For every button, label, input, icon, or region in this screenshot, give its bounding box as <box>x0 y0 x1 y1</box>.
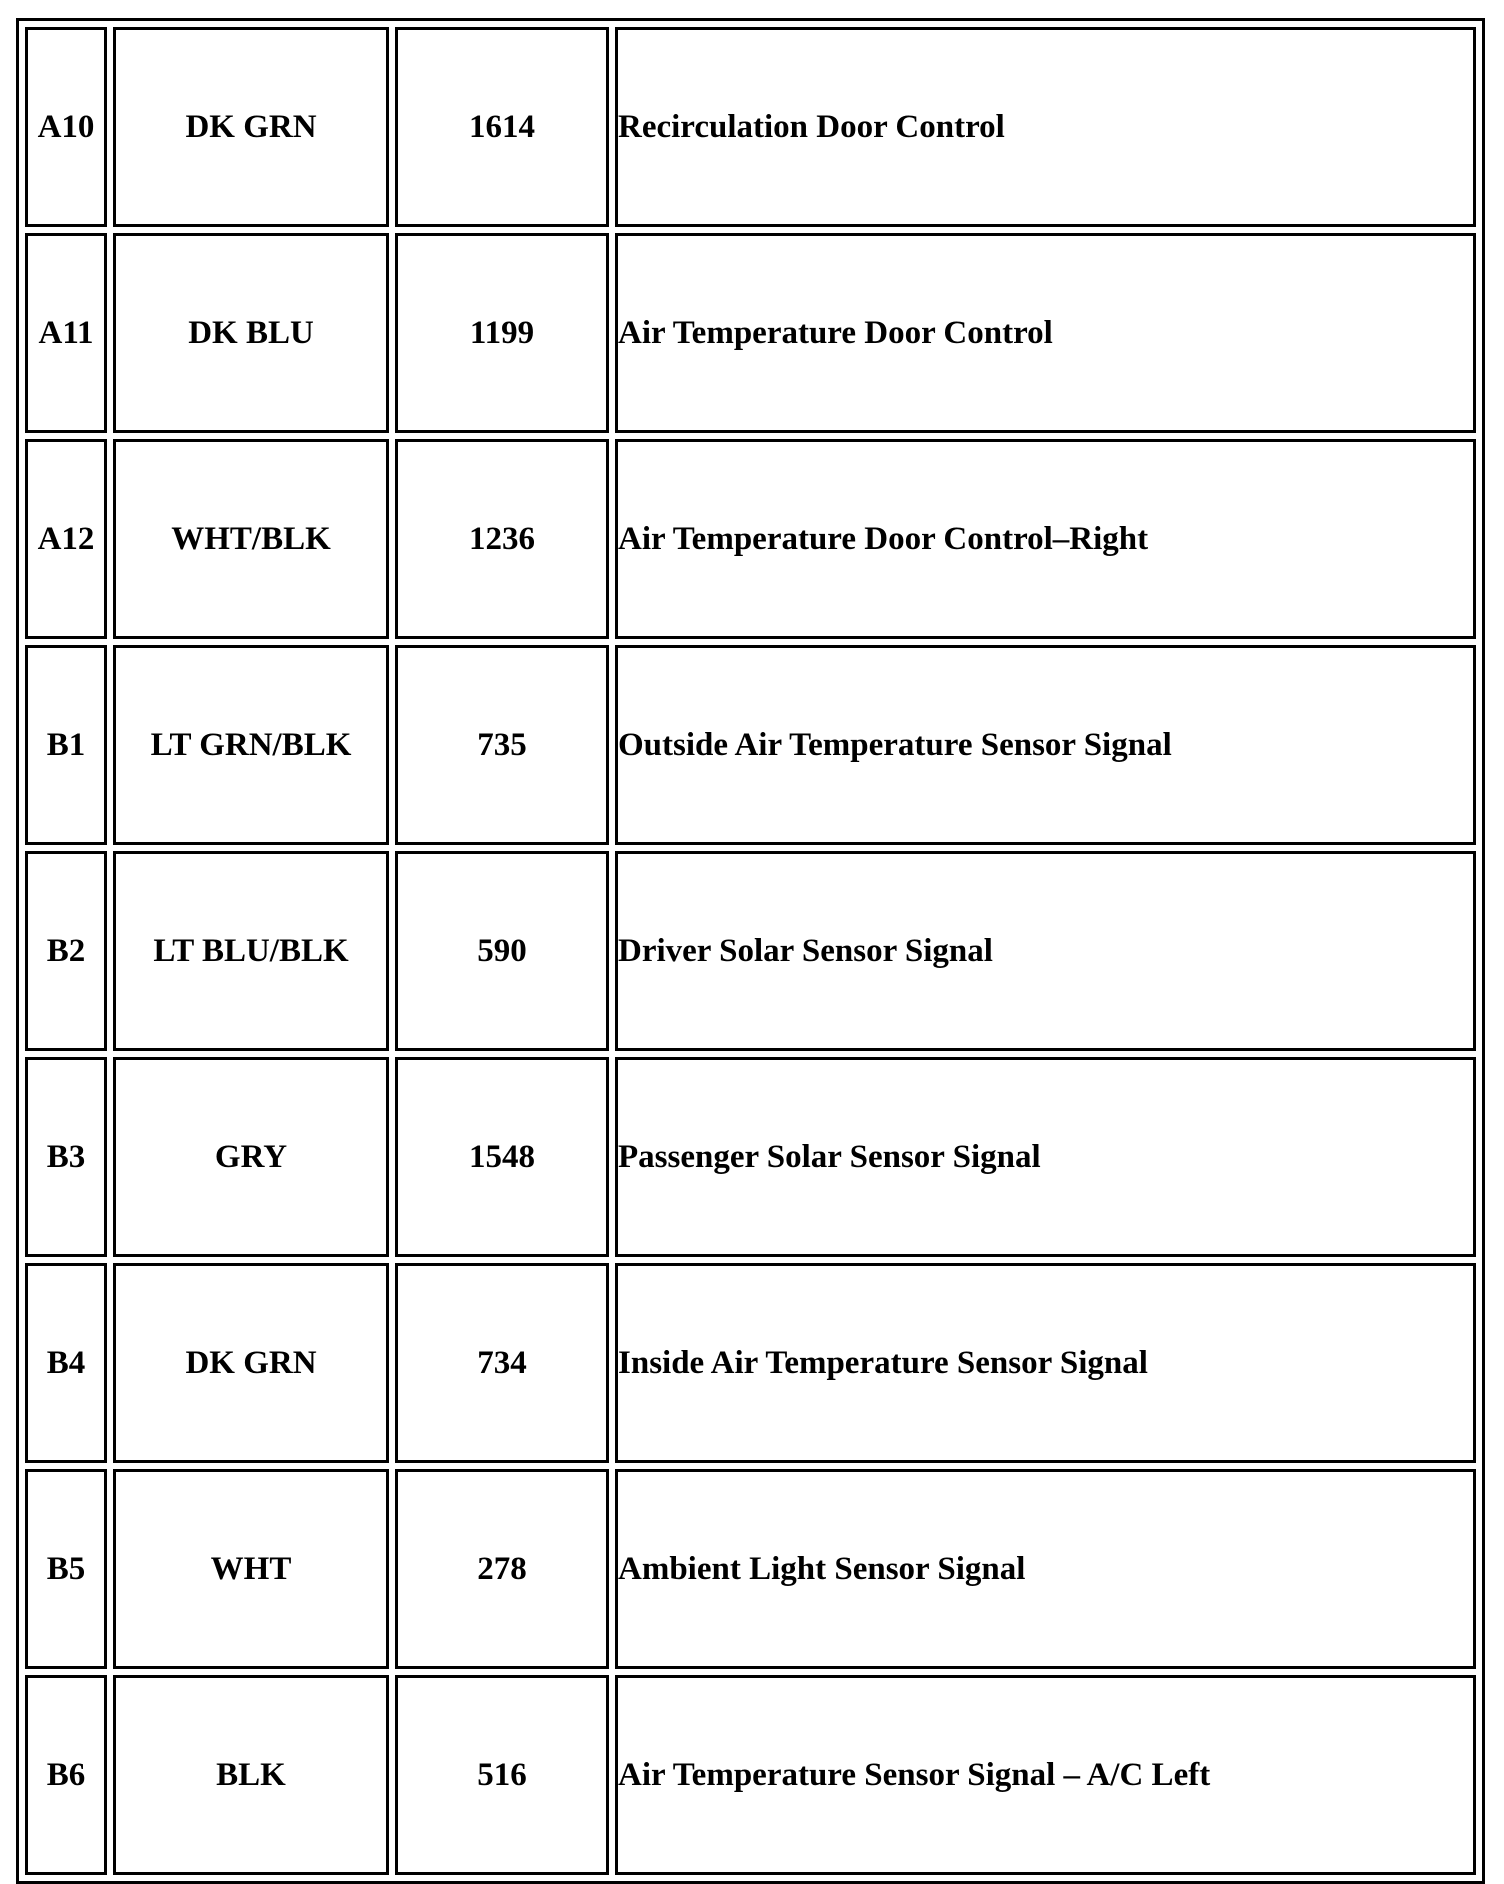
wire-color-cell: BLK <box>113 1675 389 1875</box>
circuit-number-cell: 1199 <box>395 233 609 433</box>
pin-cell: A12 <box>25 439 107 639</box>
wire-color-cell: LT GRN/BLK <box>113 645 389 845</box>
function-cell: Driver Solar Sensor Signal <box>615 851 1476 1051</box>
pin-cell: A10 <box>25 27 107 227</box>
pin-cell: B2 <box>25 851 107 1051</box>
function-cell: Passenger Solar Sensor Signal <box>615 1057 1476 1257</box>
table-row <box>25 1675 1476 1875</box>
circuit-number-cell: 1236 <box>395 439 609 639</box>
table-row <box>25 1263 1476 1463</box>
table-row <box>25 27 1476 227</box>
table-row <box>25 1057 1476 1257</box>
table-row <box>25 1469 1476 1669</box>
wire-color-cell: LT BLU/BLK <box>113 851 389 1051</box>
function-cell: Air Temperature Door Control–Right <box>615 439 1476 639</box>
pinout-table-body <box>25 27 1476 1875</box>
function-cell: Air Temperature Door Control <box>615 233 1476 433</box>
wire-color-cell: WHT <box>113 1469 389 1669</box>
circuit-number-cell: 1614 <box>395 27 609 227</box>
wire-color-cell: GRY <box>113 1057 389 1257</box>
connector-pinout-table <box>16 18 1485 1884</box>
circuit-number-cell: 516 <box>395 1675 609 1875</box>
circuit-number-cell: 278 <box>395 1469 609 1669</box>
circuit-number-cell: 734 <box>395 1263 609 1463</box>
function-cell: Air Temperature Sensor Signal – A/C Left <box>615 1675 1476 1875</box>
pin-cell: A11 <box>25 233 107 433</box>
circuit-number-cell: 735 <box>395 645 609 845</box>
pin-cell: B6 <box>25 1675 107 1875</box>
wire-color-cell: WHT/BLK <box>113 439 389 639</box>
circuit-number-cell: 1548 <box>395 1057 609 1257</box>
circuit-number-cell: 590 <box>395 851 609 1051</box>
wire-color-cell: DK GRN <box>113 1263 389 1463</box>
pin-cell: B1 <box>25 645 107 845</box>
wire-color-cell: DK GRN <box>113 27 389 227</box>
function-cell: Inside Air Temperature Sensor Signal <box>615 1263 1476 1463</box>
table-row <box>25 233 1476 433</box>
table-row <box>25 645 1476 845</box>
pin-cell: B4 <box>25 1263 107 1463</box>
function-cell: Recirculation Door Control <box>615 27 1476 227</box>
function-cell: Outside Air Temperature Sensor Signal <box>615 645 1476 845</box>
wire-color-cell: DK BLU <box>113 233 389 433</box>
function-cell: Ambient Light Sensor Signal <box>615 1469 1476 1669</box>
table-row <box>25 851 1476 1051</box>
pin-cell: B3 <box>25 1057 107 1257</box>
pin-cell: B5 <box>25 1469 107 1669</box>
connector-pinout-document <box>16 18 1485 1844</box>
table-row <box>25 439 1476 639</box>
